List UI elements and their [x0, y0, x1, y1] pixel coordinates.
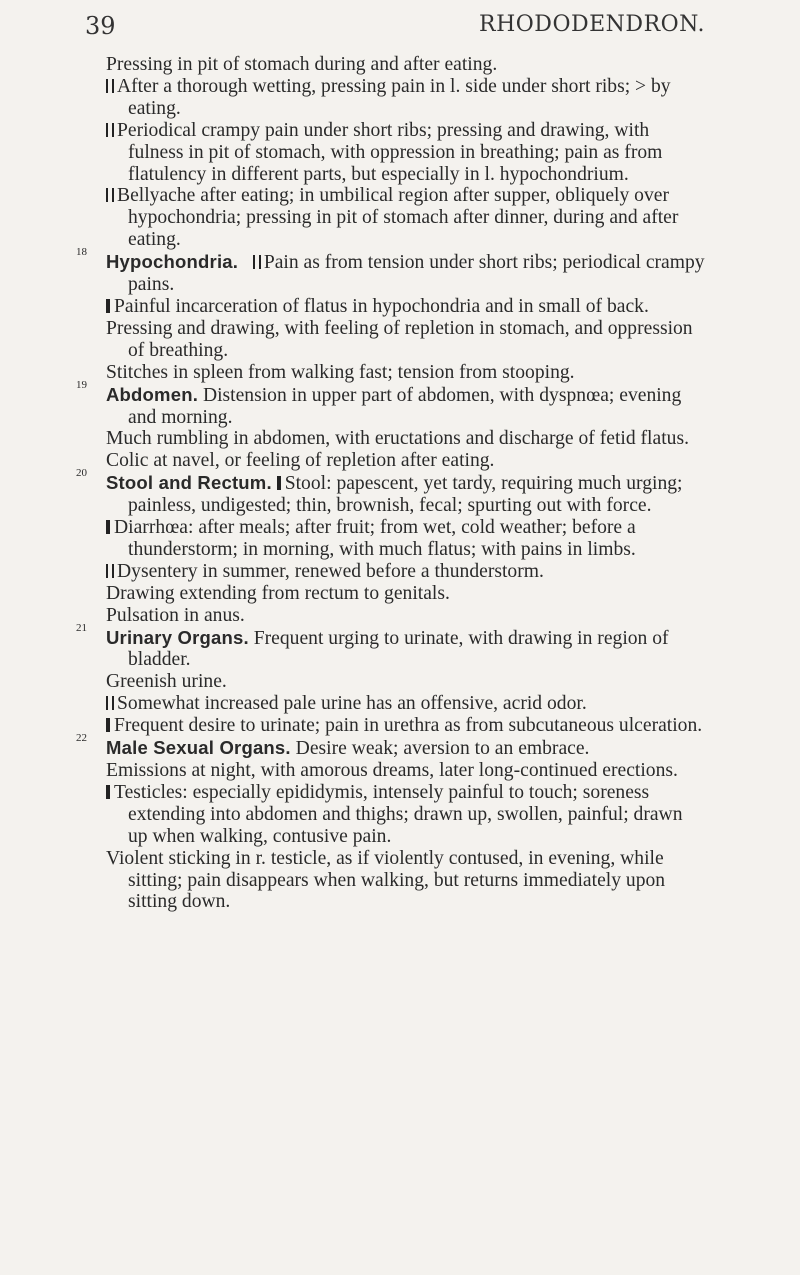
emphasis-mark [112, 696, 114, 710]
page-body [76, 54, 706, 913]
emphasis-mark [112, 564, 114, 578]
section-heading: Male Sexual Organs. [106, 737, 291, 759]
symptom-line: Colic at navel, or feeling of repletion after eating. [106, 450, 495, 472]
section-hypochondria: 18 Hypochondria. Pain as from tension under short ribs; periodical crampy pains. [76, 246, 705, 296]
symptom-line: Drawing extending from rectum to genitals. [106, 582, 450, 604]
emphasis-mark [106, 520, 110, 534]
symptom-line: Emissions at night, with amorous dreams, later long-continued erections. [106, 760, 678, 781]
symptom-line: Bellyache after eating; in umbilical region after supper, obliquely over hypochondria; pressing in pit of stomach after dinner, during and after eating. [106, 185, 706, 251]
emphasis-mark [277, 476, 281, 490]
symptom-line: Pulsation in anus. [106, 604, 245, 626]
symptom-line: Painful incarceration of flatus in hypochondria and in small of back. [106, 296, 706, 318]
symptom-line: Frequent desire to urinate; pain in urethra as from subcutaneous ulceration. [106, 715, 706, 737]
symptom-line: Much rumbling in abdomen, with eructations and discharge of fetid flatus. [106, 428, 689, 450]
symptom-line: Diarrhœa: after meals; after fruit; from wet, cold weather; before a thunderstorm; in morning, with much flatus; with pains in limbs. [106, 517, 706, 561]
emphasis-mark [106, 79, 108, 93]
running-title: RHODODENDRON. [479, 12, 705, 37]
emphasis-mark [106, 188, 108, 202]
emphasis-mark [112, 79, 114, 93]
page-number: 39 [85, 12, 116, 40]
emphasis-mark [106, 299, 110, 313]
page-header [85, 12, 705, 40]
symptom-line: Dysentery in summer, renewed before a thunderstorm. [106, 561, 706, 583]
emphasis-mark [112, 188, 114, 202]
section-stool-and-rectum: 20 Stool and Rectum. Stool: papescent, yet tardy, requiring much urging; painless, undigested; thin, brownish, fecal; spurting out with force. [76, 467, 683, 517]
symptom-line: Stitches in spleen from walking fast; tension from stooping. [106, 361, 575, 383]
section-heading: Abdomen. [106, 383, 199, 405]
emphasis-mark [106, 123, 108, 137]
emphasis-mark [106, 785, 110, 799]
emphasis-mark [253, 255, 255, 269]
section-male-sexual-organs: 22 Male Sexual Organs. Desire weak; aversion to an embrace. [76, 732, 590, 760]
emphasis-mark [106, 564, 108, 578]
emphasis-mark [106, 718, 110, 732]
symptom-line: Violent sticking in r. testicle, as if violently contused, in evening, while sitting; pain disappears when walking, but returns immediately upon sitting down. [106, 847, 666, 913]
symptom-line: Periodical crampy pain under short ribs; pressing and drawing, with fulness in pit of stomach, with oppression in breathing; pain as from flatulency in different parts, but especially in l. hypochondrium. [106, 120, 706, 186]
section-heading: Stool and Rectum. [106, 472, 272, 494]
symptom-line: Testicles: especially epididymis, intensely painful to touch; soreness extending into abdomen and thighs; drawn up, swollen, painful; drawn up when walking, contusive pain. [106, 782, 706, 848]
emphasis-mark [106, 696, 108, 710]
section-urinary-organs: 21 Urinary Organs. Frequent urging to urinate, with drawing in region of bladder. [76, 621, 669, 671]
section-heading: Hypochondria. [106, 251, 239, 273]
symptom-line: Greenish urine. [106, 671, 227, 693]
section-abdomen: 19 Abdomen. Distension in upper part of abdomen, with dyspnœa; evening and morning. [76, 378, 682, 428]
section-heading: Urinary Organs. [106, 626, 249, 648]
symptom-line: Pressing in pit of stomach during and after eating. [106, 54, 498, 75]
symptom-line: Pressing and drawing, with feeling of repletion in stomach, and oppression of breathing. [106, 317, 693, 361]
symptom-line: Somewhat increased pale urine has an offensive, acrid odor. [106, 693, 706, 715]
symptom-line: After a thorough wetting, pressing pain in l. side under short ribs; > by eating. [106, 76, 706, 120]
emphasis-mark [112, 123, 114, 137]
emphasis-mark [259, 255, 261, 269]
